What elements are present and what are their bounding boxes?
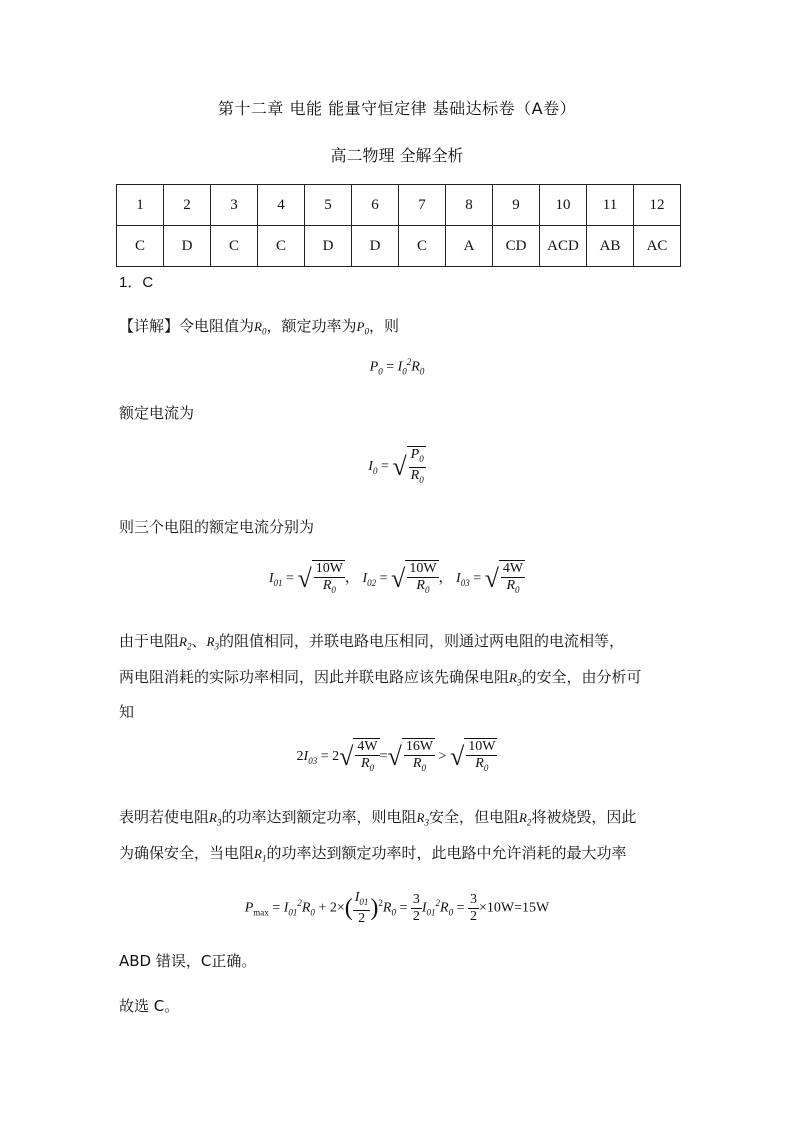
conclusion-choose: 故选 C。	[119, 997, 180, 1015]
answer-table-answer-cell: ACD	[540, 226, 587, 267]
answer-table-answer-cell: C	[258, 226, 305, 267]
answer-table-answer-cell: CD	[493, 226, 540, 267]
answer-table-number-cell: 8	[446, 185, 493, 226]
paragraph-2: 由于电阻$R_2$、$R_3$的阻值相同，并联电路电压相同，则通过两电阻的电流相等， 两电阻消耗的实际功率相同，因此并联电路应该先确保电阻$R_3$的安全，由分析可 知	[119, 632, 642, 722]
detail-tag: 【详解】	[119, 317, 180, 335]
equation-three-currents: $I_{01}$ = √ $\frac{10W}{R_0}$ ， $I_{02}$ = √ $\frac{10W}{R_0}$ ， $I_{03}$ = √ $\frac{4W}{R_0}$	[0, 560, 794, 598]
answer-table-answer-cell: AB	[587, 226, 634, 267]
answer-table-answer-cell: C	[211, 226, 258, 267]
answer-table-answer-cell: C	[117, 226, 164, 267]
answer-table-number-cell: 1	[117, 185, 164, 226]
answer-table	[116, 184, 681, 267]
answer-table-number-row	[117, 185, 681, 226]
answer-table-number-cell: 6	[352, 185, 399, 226]
answer-table-answer-row	[117, 226, 681, 267]
answer-table-number-cell: 4	[258, 185, 305, 226]
conclusion-wrong: ABD 错误，C正确。	[119, 952, 257, 970]
page-title: 第十二章 电能 能量守恒定律 基础达标卷（A卷）	[217, 99, 577, 118]
three-currents-text: 则三个电阻的额定电流分别为	[119, 518, 315, 536]
page-subtitle: 高二物理 全解全析	[330, 146, 464, 165]
symbol-p0: $P_0$	[356, 319, 369, 337]
answer-table-number-cell: 11	[587, 185, 634, 226]
answer-table-answer-cell: C	[399, 226, 446, 267]
answer-table-answer-cell: D	[164, 226, 211, 267]
rated-current-text: 额定电流为	[119, 404, 195, 422]
answer-table-number-cell: 12	[634, 185, 681, 226]
equation-max-power: $P_{max} = I_{01}^2R_0 + 2\times$( $\frac{I_{01}}{2}$ )$^2R_0$ = $\frac{3}{2}$ $I_{01}^2R_0$ = $\frac{3}{2}$ ×10W=15W	[244, 890, 550, 926]
answer-table-number-cell: 10	[540, 185, 587, 226]
equation-p0: $P_0 = I_0^2R_0$	[369, 357, 425, 377]
answer-table-answer-cell: D	[352, 226, 399, 267]
paragraph-3: 表明若使电阻$R_3$的功率达到额定功率，则电阻$R_3$安全，但电阻$R_2$将被烧毁，因此 为确保安全，当电阻$R_1$的功率达到额定功率时，此电路中允许消耗的最大功率	[119, 808, 637, 864]
answer-table-answer-cell: A	[446, 226, 493, 267]
equation-i0: $I_0$ = √ $\frac{P_0}{R_0}$	[0, 446, 794, 488]
answer-table-number-cell: 2	[164, 185, 211, 226]
answer-table-answer-cell: D	[305, 226, 352, 267]
answer-table-number-cell: 5	[305, 185, 352, 226]
detail-line-1: 【详解】令电阻值为$R_0$，额定功率为$P_0$，则	[119, 317, 399, 337]
answer-table-number-cell: 9	[493, 185, 540, 226]
answer-table-number-cell: 7	[399, 185, 446, 226]
question-1-heading: 1．C	[119, 274, 154, 291]
symbol-r0: $R_0$	[254, 319, 267, 337]
equation-comparison: $2I_{03} = 2√$ $\frac{4W}{R_0}$ =√ $\frac{16W}{R_0}$ > √ $\frac{10W}{R_0}$	[0, 738, 794, 776]
answer-table-number-cell: 3	[211, 185, 258, 226]
answer-table-answer-cell: AC	[634, 226, 681, 267]
